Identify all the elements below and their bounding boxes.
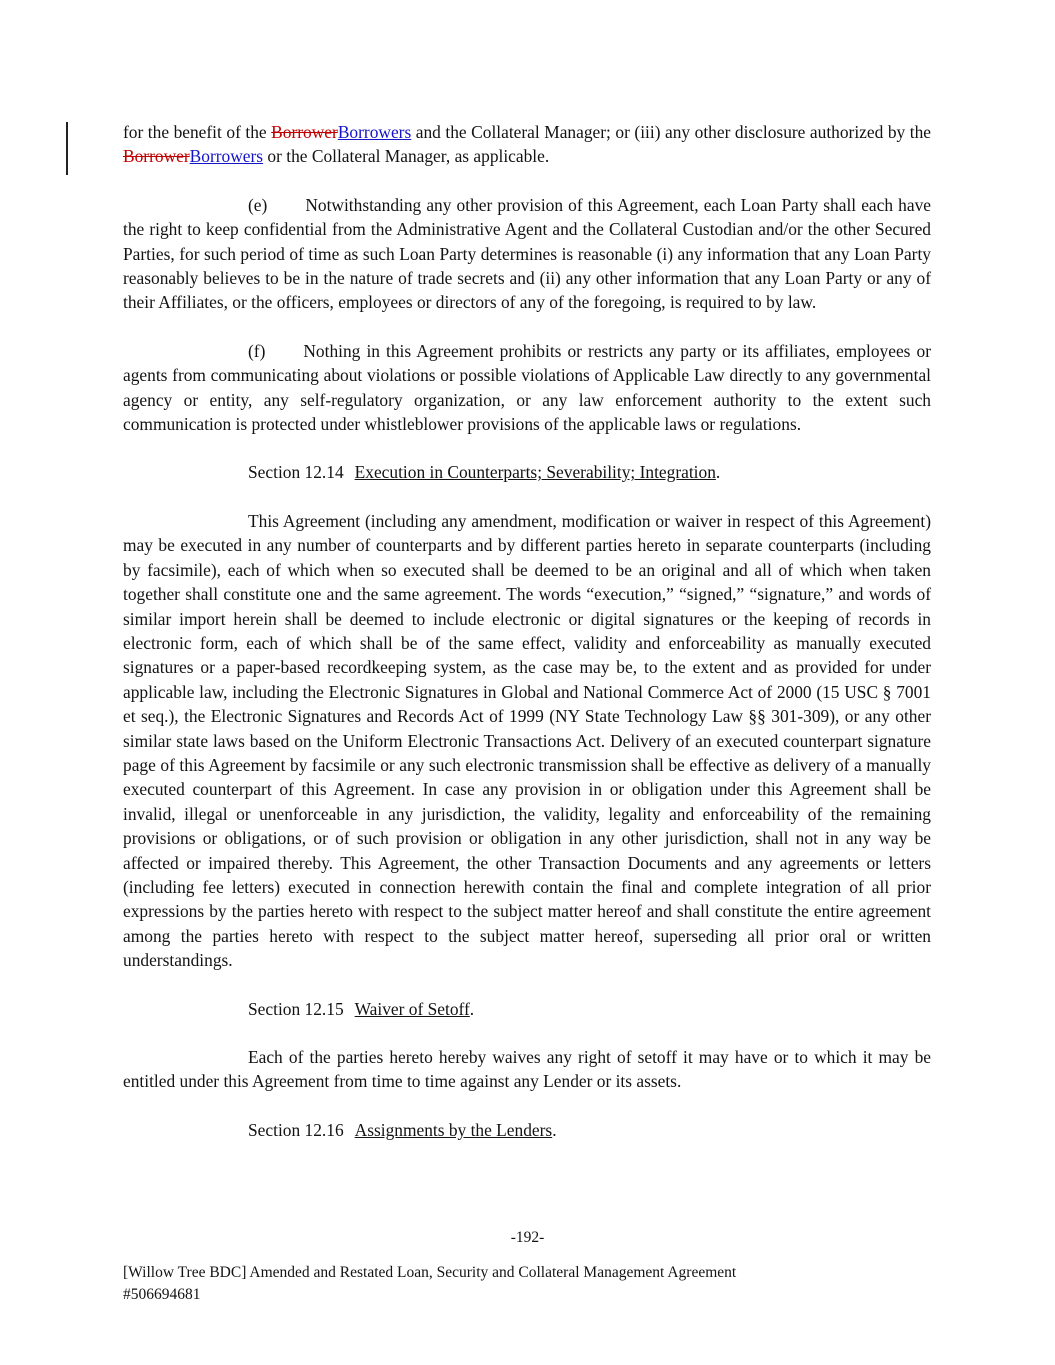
paragraph-f-text: Nothing in this Agreement prohibits or restricts any party or its affiliates, employees or agents from communicating about violations or possible violations of Applicable Law directly to any governmental agency or entity, any self-regulatory organization, or any law enforcement authority to the extent such communication is protected under whistleblower provisions of the applicable laws or regulations. — [123, 340, 931, 435]
paragraph-f — [123, 339, 931, 437]
section-12-15-title: Waiver of Setoff — [354, 998, 470, 1019]
section-heading-12-14 — [123, 460, 931, 484]
paragraph-12-14-body — [123, 509, 931, 973]
paragraph-f-label: (f) — [248, 340, 266, 361]
redline-inserted-text: Borrowers — [189, 146, 264, 167]
section-12-14-label: Section 12.14 — [248, 462, 344, 483]
section-12-15-suffix: . — [469, 998, 475, 1019]
text-segment: and the Collateral Manager; or (iii) any other disclosure authorized by the — [411, 122, 931, 142]
section-12-15-label: Section 12.15 — [248, 998, 344, 1019]
document-page — [123, 120, 931, 1166]
continuation-paragraph — [123, 120, 931, 169]
document-footer — [123, 1262, 931, 1306]
paragraph-e — [123, 193, 931, 315]
paragraph-12-14-text: This Agreement (including any amendment, modification or waiver in respect of this Agreement) may be executed in any number of counterparts and by different parties hereto in separate counterparts (including by facsimile), each of which when so executed shall be deemed to be an original and all of which when taken together shall constitute one and the same agreement. The words “execution,” “signed,” “signature,” and words of similar import herein shall be deemed to include electronic or digital signatures or the keeping of records in electronic form, each of which shall be of the same effect, validity and enforceability as manually executed signatures or a paper-based recordkeeping system, as the case may be, to the extent and as provided for under applicable law, including the Electronic Signatures in Global and National Commerce Act of 2000 (15 USC § 7001 et seq.), the Electronic Signatures and Records Act of 1999 (NY State Technology Law §§ 301-309), or any other similar state laws based on the Uniform Electronic Transactions Act. Delivery of an executed counterpart signature page of this Agreement by facsimile or any such electronic transmission shall be effective as delivery of a manually executed counterpart of this Agreement. In case any provision in or obligation under this Agreement shall be invalid, illegal or unenforceable in any jurisdiction, the validity, legality and enforceability of the remaining provisions or obligations, or of such provision or obligation in any other jurisdiction, shall not in any way be affected or impaired thereby. This Agreement, the other Transaction Documents and any agreements or letters (including fee letters) executed in connection herewith contain the final and complete integration of all prior expressions by the parties hereto with respect to the subject matter hereof and shall constitute the entire agreement among the parties hereto with respect to the subject matter hereof, superseding all prior oral or written understandings. — [123, 510, 931, 971]
section-12-14-suffix: . — [715, 462, 721, 483]
section-12-14-title: Execution in Counterparts; Severability; Integration — [354, 462, 716, 483]
footer-line-2: #506694681 — [123, 1286, 201, 1303]
text-segment: for the benefit of the — [123, 122, 272, 142]
redline-inserted-text: Borrowers — [337, 122, 412, 142]
footer-line-1: [Willow Tree BDC] Amended and Restated Loan, Security and Collateral Management Agreement — [123, 1264, 737, 1281]
section-12-16-suffix: . — [552, 1119, 557, 1140]
paragraph-e-label: (e) — [248, 194, 268, 215]
section-12-16-title: Assignments by the Lenders — [354, 1119, 553, 1140]
section-heading-12-16 — [123, 1118, 931, 1142]
section-heading-12-15 — [123, 997, 931, 1021]
paragraph-12-15-text: Each of the parties hereto hereby waives any right of setoff it may have or to which it may be entitled under this Agreement from time to time against any Lender or its assets. — [123, 1047, 931, 1092]
paragraph-12-15-body — [123, 1045, 931, 1094]
section-12-16-label: Section 12.16 — [248, 1119, 344, 1140]
paragraph-e-text: Notwithstanding any other provision of this Agreement, each Loan Party shall each have the right to keep confidential from the Administrative Agent and the Collateral Custodian and/or the other Secured Parties, for such period of time as such Loan Party determines is reasonable (i) any information that any Loan Party reasonably believes to be in the nature of trade secrets and (ii) any other information that any Loan Party or any of their Affiliates, or the officers, employees or directors of any of the foregoing, is required to by law. — [123, 194, 931, 313]
margin-change-bar — [66, 122, 68, 175]
redline-deleted-text: Borrower — [271, 122, 338, 142]
text-segment: or the Collateral Manager, as applicable. — [263, 146, 550, 167]
redline-deleted-text: Borrower — [123, 146, 190, 167]
page-number: -192- — [510, 1229, 545, 1246]
